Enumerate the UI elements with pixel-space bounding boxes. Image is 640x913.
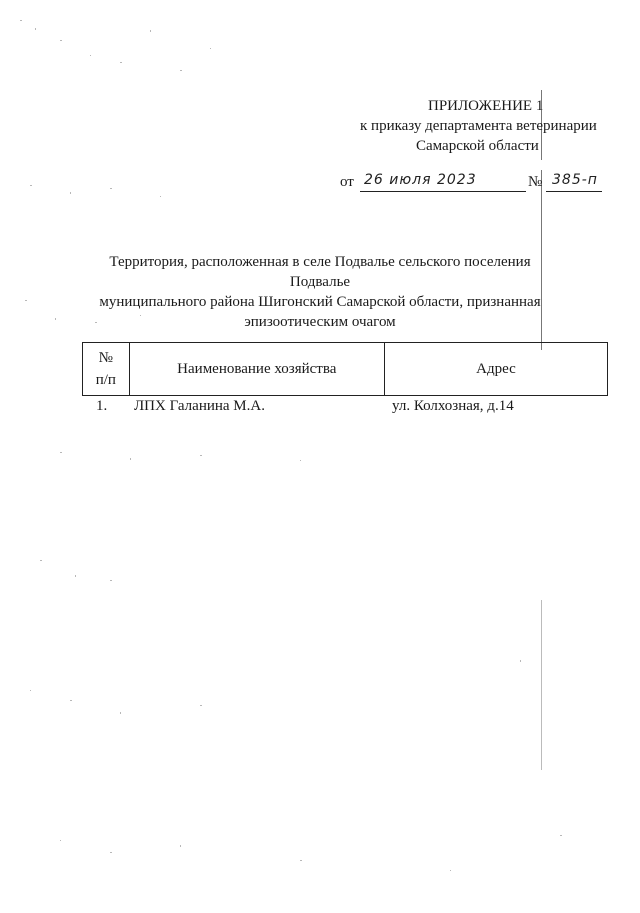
handwritten-date: 26 июля 2023 [364, 172, 477, 188]
appendix-label: ПРИЛОЖЕНИЕ 1 [428, 98, 544, 114]
region-name: Самарской области [416, 138, 539, 154]
margin-mark [541, 600, 542, 770]
date-from-label: от [340, 174, 354, 190]
header-farm-name: Наименование хозяйства [129, 343, 384, 396]
header-number-abbr: п/п [95, 372, 116, 388]
header-number-symbol: № [98, 350, 113, 366]
title-line-3: эпизоотическим очагом [244, 314, 396, 330]
row-address: ул. Колхозная, д.14 [392, 398, 514, 414]
farms-table [82, 342, 608, 396]
table-header-row [83, 343, 608, 396]
title-line-2: муниципального района Шигонский Самарской области, признанная [99, 294, 541, 310]
header-address: Адрес [384, 343, 607, 396]
date-underline [360, 191, 526, 192]
order-date-line [340, 172, 620, 194]
document-title [80, 252, 560, 332]
number-underline [546, 191, 602, 192]
row-number: 1. [96, 398, 108, 414]
appendix-header [330, 96, 620, 156]
header-number [83, 343, 130, 396]
order-reference: к приказу департамента ветеринарии [360, 118, 597, 134]
title-line-1: Территория, расположенная в селе Подвалье сельского поселения Подвалье [109, 254, 531, 290]
number-label: № [528, 174, 543, 190]
handwritten-number: 385-п [552, 172, 598, 188]
row-farm-name: ЛПХ Галанина М.А. [134, 398, 265, 414]
